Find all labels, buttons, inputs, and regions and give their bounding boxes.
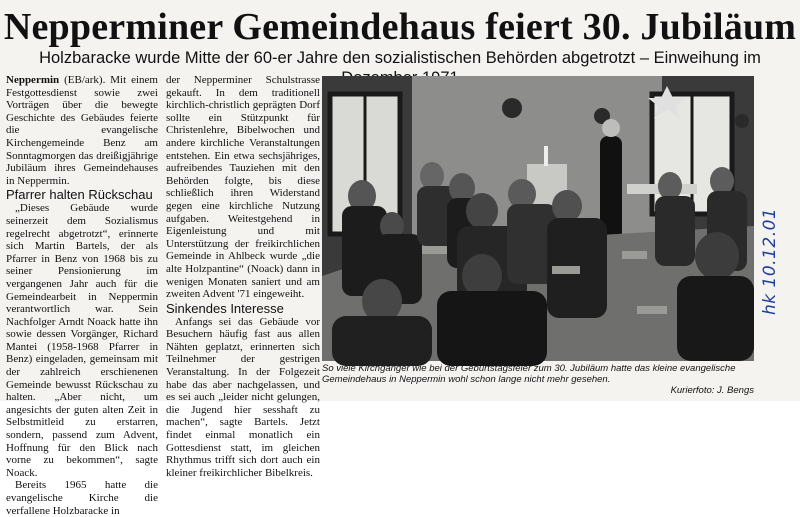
paragraph-retrospective: „Dieses Gebäude wurde seinerzeit dem Sozialismus regelrecht abgetrotzt“, erinnerte sich Martin Bartels, der als Pfarrer in Benz von 1968 bis zu seiner Pensionierung im vergangenen Jahr auch für die Gemeindearbeit in Neppermin verantwortlich war. Sein Nachfolger Arndt Noack hatte ihn sowie dessen Vorgänger, Richard Mantei (1958-1968 Pfarrer in Benz) eingeladen, gemeinsam mit der zahlreich erschienenen Gemeinde bewusst Rückschau zu halten. „Aber nicht, um angesichts der guten alten Zeit in Selbstmitleid zu erstarren, sondern, passend zum Advent, Hoffnung für den Blick nach vorne zu bekommen“, sagte Noack. [6, 202, 158, 479]
intro-text: (EB/ark). Mit einem Festgottesdienst sowie zwei Vorträgen über die bewegte Geschichte des Gebäudes feierte die evangelische Kirchengemeinde Benz am Sonntagmorgen das dreißigjährige Jubiläum ihres Gemeindehauses in Neppermin. [6, 74, 158, 187]
paragraph-declining-interest: Anfangs sei das Gebäude vor Besuchern häufig fast aus allen Nähten geplatzt, erinnerten sich Teilnehmer der gestrigen Veranstaltung. In der Folgezeit habe das aber nachgelassen, und es sei auch „leider nicht gelungen, die Jugend hier sesshaft zu machen“, sagte Bartels. Jetzt findet einmal monatlich ein Gottesdienst statt, im gleichen Rhythmus trifft sich dort auch ein kleiner freikirchlicher Bibelkreis. [166, 315, 320, 479]
congregation-photo [322, 76, 754, 361]
text-column-2 [166, 74, 320, 479]
section-subhead-1: Pfarrer halten Rückschau [6, 187, 153, 203]
article-photo [322, 76, 754, 361]
wreath-decoration [735, 114, 749, 128]
photo-credit: Kurierfoto: J. Bengs [670, 385, 754, 396]
photo-caption [322, 363, 754, 396]
paragraph-history-start: Bereits 1965 hatte die evangelische Kirche die verfallene Holzbaracke in [6, 479, 158, 517]
headline: Nepperminer Gemeindehaus feiert 30. Jubiläum [3, 6, 797, 48]
dateline: Neppermin [6, 74, 60, 86]
subheadline: Holzbaracke wurde Mitte der 60-er Jahre den sozialistischen Behörden abgetrotzt – Einweihung im [39, 49, 761, 67]
text-column-1 [6, 74, 158, 517]
caption-text: So viele Kirchgänger wie bei der Geburtstagsfeier zum 30. Jubiläum hatte das kleine evangelische Gemeindehaus in Neppermin wohl schon lange nicht mehr gesehen. [322, 363, 736, 385]
handwritten-date-note: hk 10.12.01 [760, 207, 780, 315]
section-subhead-2: Sinkendes Interesse [166, 300, 284, 316]
paragraph-history-continued: der Nepperminer Schulstrasse gekauft. In dem traditionell kirchlich-christlich geprägten Dorf sollte ein Stützpunkt für Christenlehre, Bibelwochen und andere kirchliche Veranstaltungen entstehen. Ein etwa sechsjähriges, aufreibendes Tauziehen mit den Behörden folgte, bis diese schließlich ihren Widerstand gegen eine kirchliche Nutzung aufgaben. Weitestgehend in Eigenleistung und mit Unterstützung der freikirchlichen Gemeinde in Ahlbeck wurde „die alte Holzpantine“ (Noack) dann in wenigen Monaten saniert und am zweiten Advent '71 eingeweiht. [166, 74, 320, 301]
wreath-decoration [502, 98, 522, 118]
paragraph-intro [6, 74, 158, 187]
